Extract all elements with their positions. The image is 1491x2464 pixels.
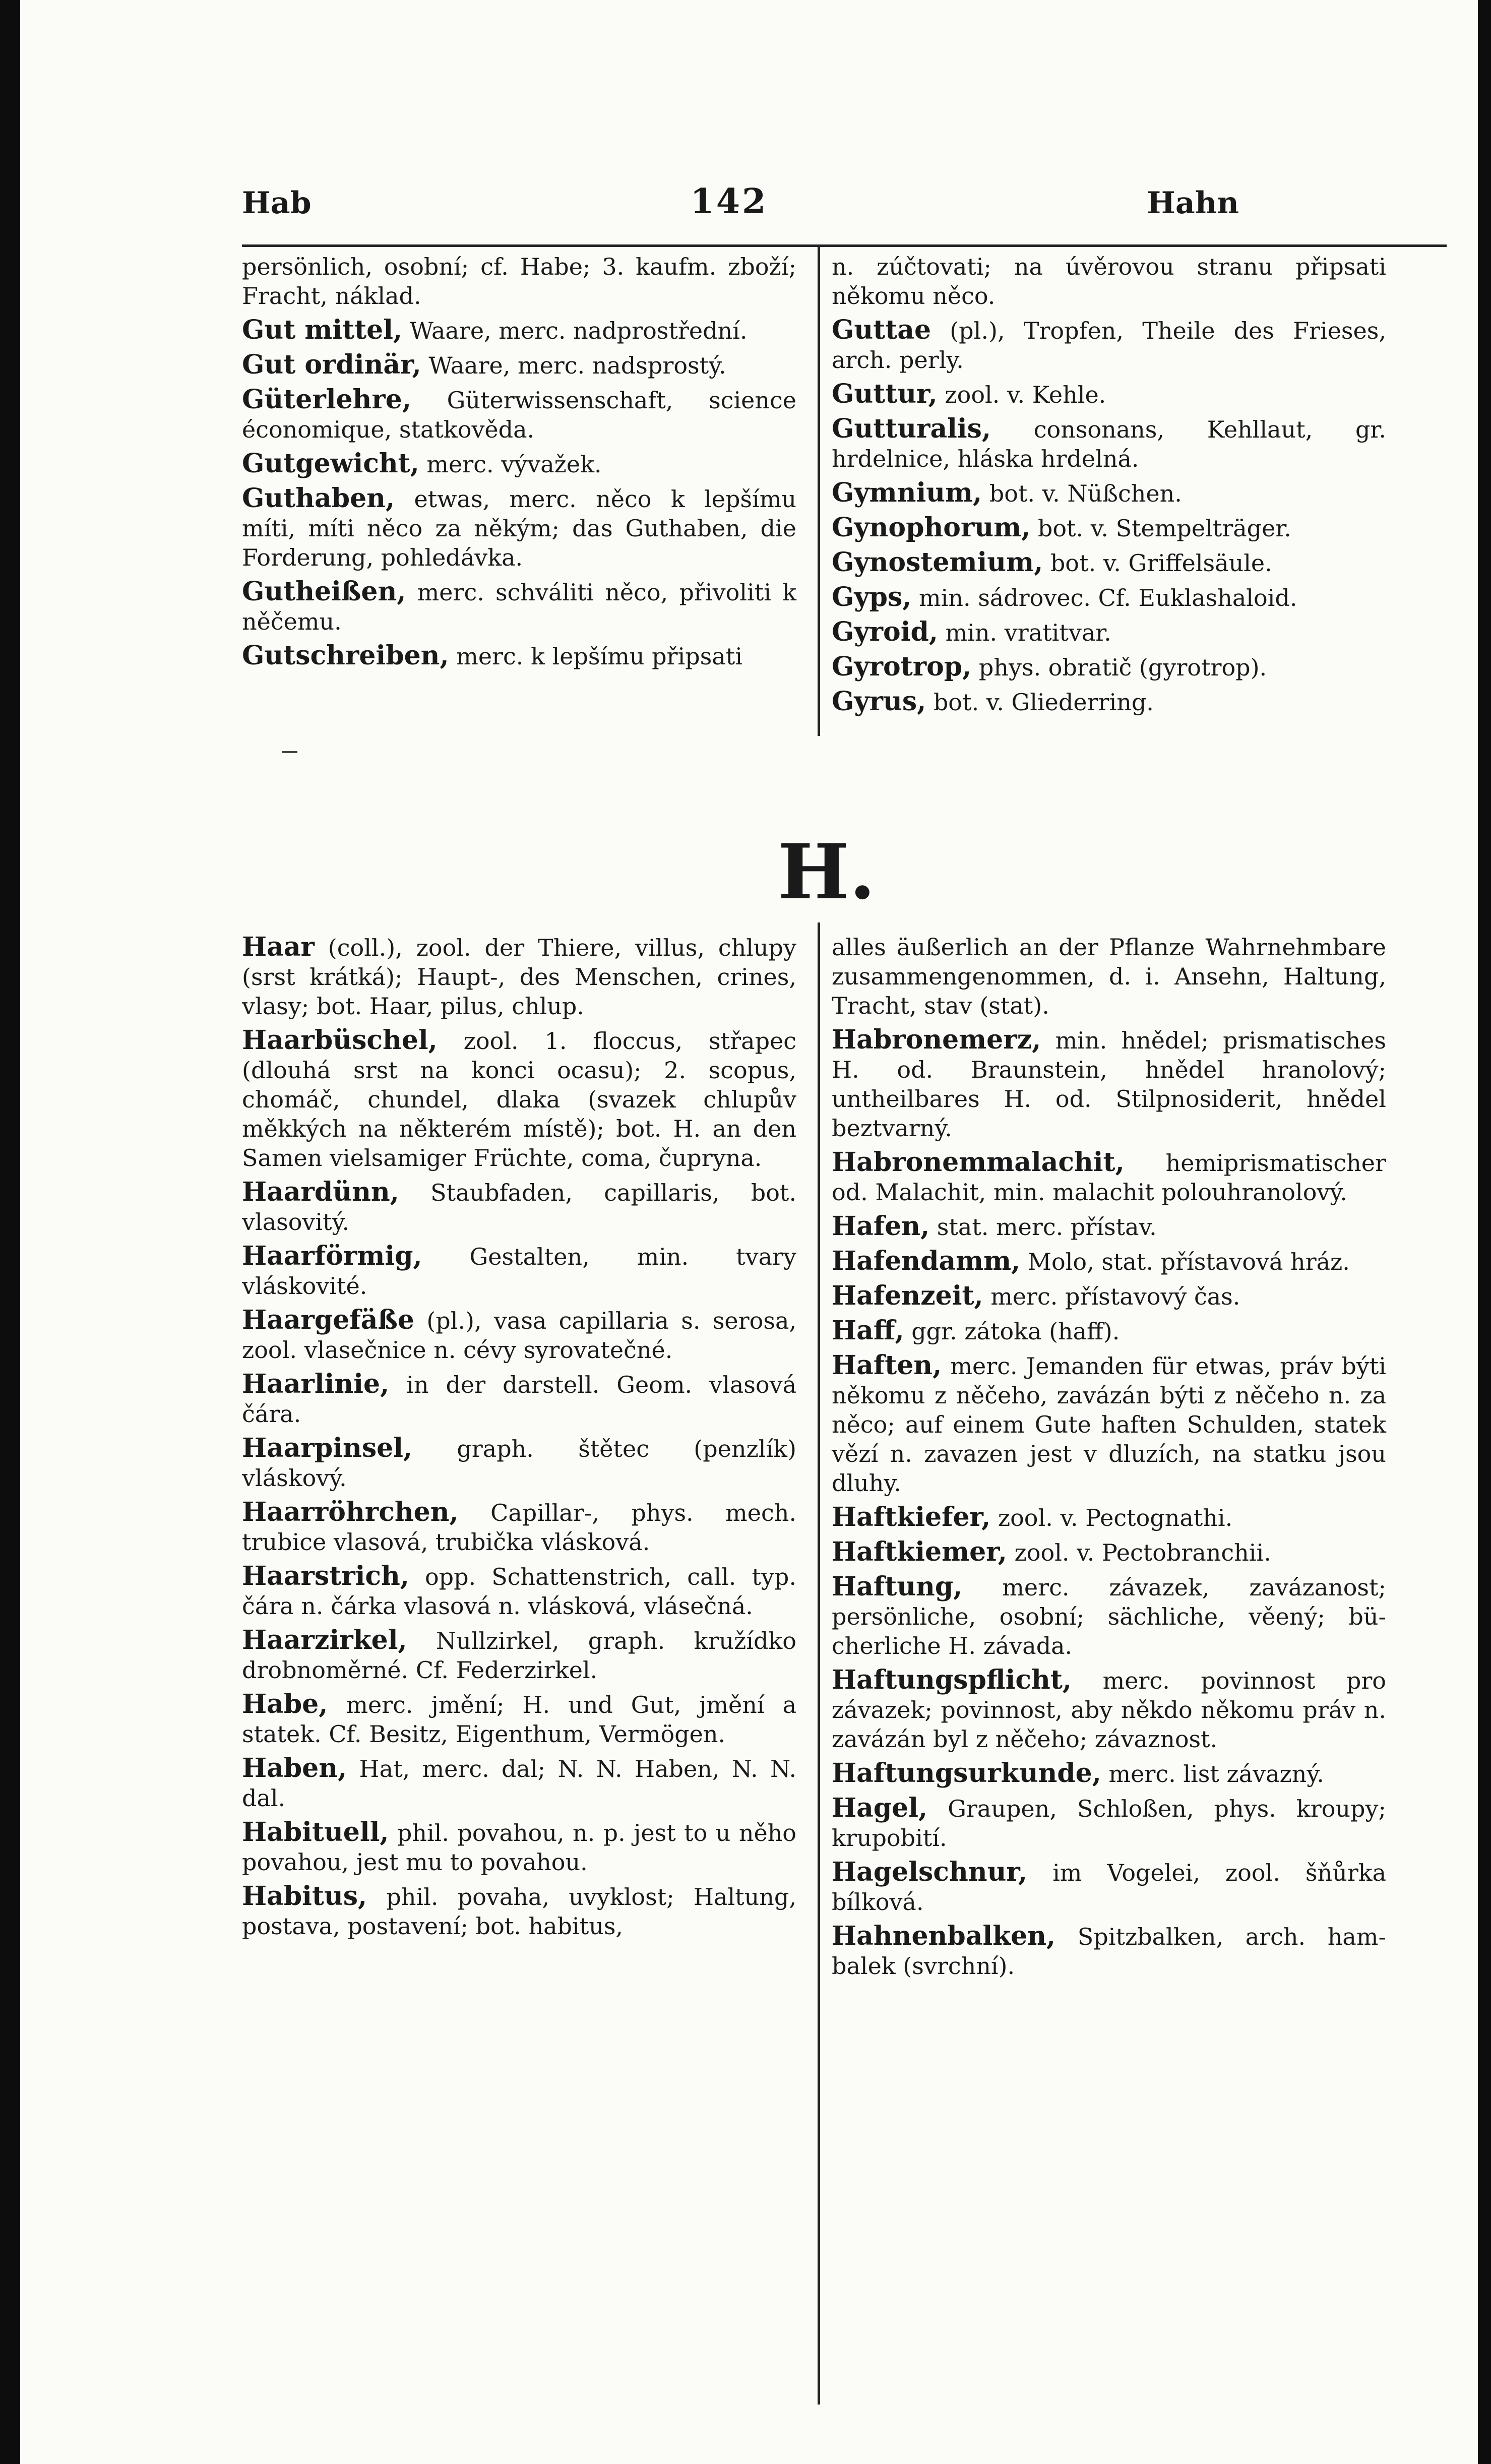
dictionary-entry [242,1306,796,1365]
entry-definition: etwas, merc. něco k lepšímu míti, míti něco za někým; das Guthaben, die Forderung, pohledávka. [242,485,796,571]
dictionary-entry [832,1858,1386,1917]
dictionary-entry [242,1026,796,1173]
dictionary-entry [242,385,796,444]
entry-definition: bot. v. Nüßchen. [982,480,1182,507]
entry-definition: bot. v. Stempelträger. [1030,515,1291,542]
dictionary-entry [832,1148,1386,1207]
entry-definition: ggr. zátoka (haff). [904,1318,1120,1345]
column-bottom-left [242,933,796,1946]
entry-headword: Hahnenbalken, [832,1921,1056,1951]
entry-definition: merc. přístavový čas. [983,1283,1240,1310]
entry-headword: Haarröhrchen, [242,1497,459,1527]
entry-definition: merc. k lepšímu připsati [449,643,742,670]
entry-headword: Güterlehre, [242,384,411,415]
entry-headword: Gynostemium, [832,547,1043,578]
entry-headword: Gyps, [832,582,912,612]
entry-headword: Gutturalis, [832,413,991,444]
dictionary-entry [832,1281,1386,1311]
dictionary-entry [832,1922,1386,1981]
entry-definition: merc. list závazný. [1101,1760,1324,1788]
entry-headword: Hafendamm, [832,1246,1021,1276]
column-bottom-right [832,933,1386,1986]
entry-headword: Haarpinsel, [242,1433,413,1463]
entry-definition: (coll.), zool. der Thiere, villus, chlupy (srst krátká); Haupt-, des Menschen, crines, vlasy; bot. Haar, pilus, chlup. [242,934,796,1020]
dictionary-entry [832,1025,1386,1143]
header-rule [242,244,1447,247]
entry-definition: Spitzbalken, arch. hambalek (svrchní). [832,1923,1386,1980]
dictionary-entry [242,1754,796,1813]
entry-definition: Güterwissenschaft, science économique, statkověda. [242,387,796,443]
entry-definition: Waare, merc. nadprostřední. [402,317,748,344]
entry-headword: Guthaben, [242,483,395,514]
entry-headword: Hagelschnur, [832,1857,1028,1887]
entry-headword: Guttae [832,315,931,345]
dictionary-entry [242,1690,796,1749]
entry-definition: Molo, stat. přístavová hráz. [1020,1248,1350,1275]
entry-headword: Gutschreiben, [242,640,449,671]
entry-definition: Waare, merc. nadsprostý. [421,352,726,379]
entry-headword: Hagel, [832,1793,928,1823]
dictionary-entry [242,933,796,1021]
entry-definition: merc. povinnost pro závazek; povinnost, aby někdo někomu práv n. zavázán byl z něčeho; závaznost. [832,1667,1386,1753]
dictionary-entry [242,484,796,572]
dictionary-entry [832,652,1386,682]
column-top-right [832,252,1386,722]
dictionary-entry [242,1370,796,1429]
dictionary-entry [832,933,1386,1020]
entry-headword: Haarförmig, [242,1241,422,1271]
dictionary-entry [832,1351,1386,1498]
entry-definition: phys. obratič (gyrotrop). [971,654,1267,681]
scan-left-edge [0,0,20,2464]
entry-headword: Gyroid, [832,617,938,647]
dictionary-entry [242,316,796,345]
section-letter: H. [778,828,876,916]
entry-headword: Gut mittel, [242,315,403,345]
column-top-left [242,252,796,676]
entry-headword: Habronemmalachit, [832,1147,1125,1178]
entry-headword: Haargefäße [242,1305,415,1335]
dictionary-entry [832,1212,1386,1242]
entry-headword: Haarzirkel, [242,1625,407,1655]
column-divider-top [818,244,820,736]
entry-headword: Habitus, [242,1881,367,1912]
scan-right-edge [1478,0,1491,2464]
dictionary-entry [242,1562,796,1621]
entry-headword: Haarbüschel, [242,1025,438,1056]
dictionary-entry [242,577,796,636]
entry-headword: Hafen, [832,1211,930,1242]
entry-headword: Haftungsurkunde, [832,1758,1101,1789]
dictionary-entry [832,380,1386,409]
entry-definition: consonans, Kehllaut, gr. hrdelnice, hláska hrdelná. [832,416,1386,472]
page-number: 142 [690,181,768,222]
entry-headword: Habronemerz, [832,1024,1041,1055]
entry-headword: Gynophorum, [832,512,1031,543]
entry-definition: merc. jmění; H. und Gut, jmění a statek. Cf. Besitz, Eigenthum, Vermögen. [242,1691,796,1748]
end-dash [282,751,297,753]
dictionary-entry [832,252,1386,311]
dictionary-entry [832,1247,1386,1276]
dictionary-entry [242,1242,796,1301]
entry-definition: zool. 1. floccus, střapec (dlouhá srst na konci ocasu); 2. scopus, chomáč, chundel, dlaka (svazek chlupův měkkých na některém místě); bot. H. an den Samen vielsamiger Früchte, coma, čupryna. [242,1027,796,1172]
entry-definition: in der darstell. Geom. vlasová čára. [242,1371,796,1428]
entry-definition: opp. Schattenstrich, call. typ. čára n. čárka vlasová n. vlásková, vlásečná. [242,1563,796,1620]
entry-headword: Gutheißen, [242,576,406,607]
dictionary-entry [832,548,1386,578]
entry-definition: Capillar-, phys. mech. trubice vlasová, trubička vlásková. [242,1499,796,1556]
dictionary-entry [242,252,796,311]
entry-definition: merc. schváliti něco, přivoliti k něčemu. [242,579,796,635]
dictionary-entry [832,478,1386,508]
entry-definition: bot. v. Gliederring. [926,689,1154,716]
entry-definition: min. vratitvar. [938,619,1111,646]
entry-headword: Gutgewicht, [242,448,419,479]
entry-headword: Gut ordinär, [242,349,421,380]
entry-definition: merc. závazek, zavázanost; persönliche, osobní; sächliche, věený; bücherliche H. závada. [832,1574,1386,1659]
entry-definition: hemiprismatischer od. Malachit, min. malachit polouhranolový. [832,1149,1386,1206]
entry-definition: stat. merc. přístav. [929,1213,1157,1241]
column-divider-bottom [818,922,820,2405]
entry-headword: Habe, [242,1689,328,1719]
entry-headword: Haftkiemer, [832,1536,1007,1567]
dictionary-entry [242,350,796,380]
entry-definition: (pl.), Tropfen, Theile des Frieses, arch. perly. [832,317,1386,374]
entry-headword: Haardünn, [242,1177,399,1207]
dictionary-entry [242,1882,796,1941]
entry-headword: Haften, [832,1350,942,1381]
dictionary-entry [832,1759,1386,1789]
entry-definition: zool. v. Pectobranchii. [1007,1539,1271,1566]
dictionary-entry [242,1178,796,1237]
dictionary-entry [832,583,1386,612]
entry-headword: Haftung, [832,1571,963,1602]
dictionary-entry [832,618,1386,647]
entry-definition: zool. v. Kehle. [937,381,1106,408]
entry-headword: Haftungspflicht, [832,1665,1072,1695]
entry-definition: graph. štětec (penzlík) vláskový. [242,1435,796,1492]
entry-definition: phil. povahou, n. p. jest to u něho povahou, jest mu to povahou. [242,1819,796,1876]
entry-definition: im Vogelei, zool. šňůrka bílková. [832,1859,1386,1916]
entry-headword: Haff, [832,1315,904,1346]
dictionary-entry [242,1498,796,1557]
entry-definition: (pl.), vasa capillaria s. serosa, zool. vlasečnice n. cévy syrovatečné. [242,1307,796,1364]
dictionary-entry [832,1794,1386,1853]
entry-headword: Haarstrich, [242,1561,409,1591]
entry-definition: Staubfaden, capillaris, bot. vlasovitý. [242,1179,796,1236]
entry-headword: Haarlinie, [242,1369,390,1399]
entry-definition: n. zúčtovati; na úvěrovou stranu připsati někomu něco. [832,253,1386,310]
running-head [242,181,1239,227]
entry-headword: Gyrotrop, [832,651,972,682]
entry-definition: Gestalten, min. tvary vláskovité. [242,1243,796,1300]
entry-definition: Nullzirkel, graph. kružídko drobnoměrné. Cf. Federzirkel. [242,1627,796,1684]
dictionary-entry [832,1316,1386,1346]
entry-headword: Haben, [242,1753,347,1783]
entry-headword: Haftkiefer, [832,1502,991,1532]
entry-definition: Hat, merc. dal; N. N. Haben, N. N. dal. [242,1755,796,1812]
entry-definition: phil. povaha, uvyklost; Haltung, postava, postavení; bot. habitus, [242,1883,796,1940]
entry-definition: min. hnědel; prismatisches H. od. Braunstein, hnědel hranolový; untheilbares H. od. Stilpnosiderit, hnědel beztvarný. [832,1027,1386,1142]
entry-headword: Guttur, [832,379,938,409]
entry-headword: Habituell, [242,1817,389,1847]
entry-definition: Graupen, Schloßen, phys. kroupy; krupobití. [832,1795,1386,1852]
dictionary-entry [242,1818,796,1877]
entry-headword: Haar [242,932,315,962]
dictionary-entry [242,1626,796,1685]
header-right: Hahn [1147,186,1239,221]
dictionary-entry [242,1434,796,1493]
dictionary-entry [832,316,1386,375]
entry-headword: Gymnium, [832,477,982,508]
dictionary-entry [242,449,796,479]
dictionary-entry [242,641,796,671]
entry-definition: bot. v. Griffelsäule. [1043,549,1272,577]
dictionary-entry [832,414,1386,473]
entry-definition: zool. v. Pectognathi. [990,1504,1233,1531]
dictionary-entry [832,1503,1386,1532]
header-left: Hab [242,186,312,221]
entry-definition: min. sádrovec. Cf. Euklashaloid. [911,584,1297,611]
dictionary-entry [832,1666,1386,1754]
dictionary-entry [832,687,1386,717]
entry-headword: Hafenzeit, [832,1280,983,1311]
entry-definition: merc. vývažek. [419,451,602,478]
entry-definition: persönlich, osobní; cf. Habe; 3. kaufm. zboží; Fracht, náklad. [242,253,796,310]
dictionary-entry [832,513,1386,543]
dictionary-entry [832,1537,1386,1567]
entry-headword: Gyrus, [832,686,926,717]
entry-definition: alles äußerlich an der Pflanze Wahrnehmbare zusammengenommen, d. i. Ansehn, Haltung, Tracht, stav (stat). [832,934,1386,1019]
dictionary-entry [832,1572,1386,1660]
entry-definition: merc. Jemanden für etwas, práv býti někomu z něčeho, zavázán býti z něčeho n. za něco; auf einem Gute haften Schulden, statek vězí n. zavazen jest v dluzích, na statku jsou dluhy. [832,1352,1386,1497]
